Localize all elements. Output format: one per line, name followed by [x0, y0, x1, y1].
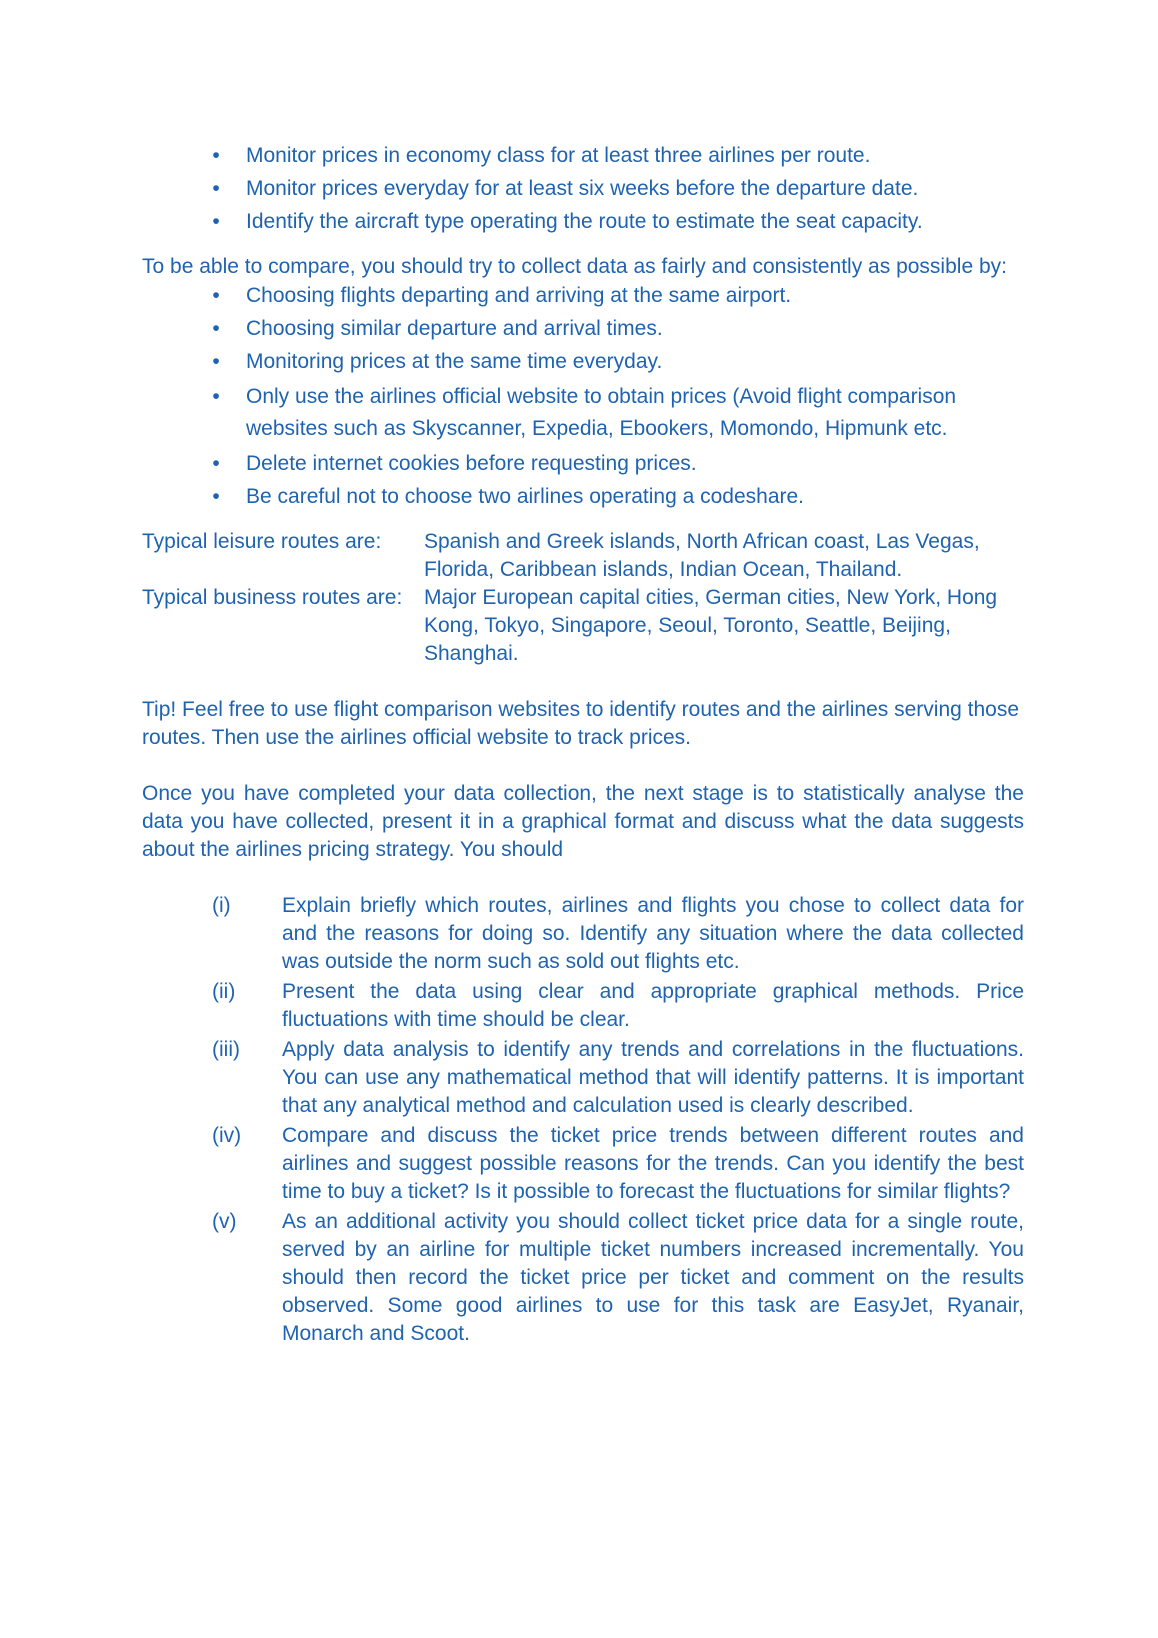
bullet-icon: •: [212, 317, 220, 340]
task-item: [212, 892, 1024, 976]
list-item: [212, 483, 1024, 511]
list-item: [212, 208, 1024, 236]
analysis-intro-paragraph: Once you have completed your data collection, the next stage is to statistically analyse the data you have collected, present it in a graphical format and discuss what the data suggests about the airlines pricing strategy. You should: [142, 782, 1024, 861]
list-item: [212, 381, 1024, 445]
typical-routes-table: [142, 528, 1024, 668]
bullet-icon: •: [212, 210, 220, 233]
list-item: [212, 450, 1024, 478]
task-item: [212, 1036, 1024, 1120]
list-item-text: Be careful not to choose two airlines operating a codeshare.: [246, 485, 805, 508]
business-routes-label: Typical business routes are:: [142, 586, 403, 609]
leisure-routes-label: Typical leisure routes are:: [142, 530, 382, 553]
list-item-text: Monitoring prices at the same time everyday.: [246, 350, 663, 373]
task-number: (i): [212, 894, 231, 917]
leisure-routes-value: Spanish and Greek islands, North African coast, Las Vegas, Florida, Caribbean islands, Indian Ocean, Thailand.: [424, 530, 980, 581]
bullet-icon: •: [212, 177, 220, 200]
task-text: Present the data using clear and appropriate graphical methods. Price fluctuations with time should be clear.: [282, 980, 1024, 1031]
list-item-text: Delete internet cookies before requesting prices.: [246, 452, 697, 475]
list-item: [212, 315, 1024, 343]
monitoring-bullet-list: [142, 142, 1024, 236]
document-content: [142, 142, 1024, 1350]
list-item: [212, 348, 1024, 376]
list-item-text: Monitor prices everyday for at least six weeks before the departure date.: [246, 177, 919, 200]
list-item: [212, 142, 1024, 170]
tip-paragraph: Tip! Feel free to use flight comparison websites to identify routes and the airlines serving those routes. Then use the airlines official website to track prices.: [142, 698, 1020, 749]
task-number: (iv): [212, 1124, 242, 1147]
task-text: Explain briefly which routes, airlines and flights you chose to collect data for and the reasons for doing so. Identify any situation where the data collected was outside the norm such as sold out flights etc.: [282, 894, 1024, 973]
task-number: (iii): [212, 1038, 240, 1061]
comparison-bullet-list: [142, 282, 1024, 511]
list-item-text: Only use the airlines official website to obtain prices (Avoid flight comparison websites such as Skyscanner, Expedia, Ebookers, Momondo, Hipmunk etc.: [246, 385, 957, 440]
task-number: (ii): [212, 980, 236, 1003]
bullet-icon: •: [212, 144, 220, 167]
bullet-icon: •: [212, 284, 220, 307]
task-text: Compare and discuss the ticket price trends between different routes and airlines and suggest possible reasons for the trends. Can you identify the best time to buy a ticket? Is it possible to forecast the fluctuations for similar flights?: [282, 1124, 1024, 1203]
task-text: As an additional activity you should collect ticket price data for a single route, served by an airline for multiple ticket numbers increased incrementally. You should then record the ticket price per ticket and comment on the results observed. Some good airlines to use for this task are EasyJet, Ryanair, Monarch and Scoot.: [282, 1210, 1024, 1345]
compare-intro-paragraph: To be able to compare, you should try to collect data as fairly and consistently as possible by:: [142, 255, 1007, 278]
list-item-text: Monitor prices in economy class for at least three airlines per route.: [246, 144, 871, 167]
task-text: Apply data analysis to identify any trends and correlations in the fluctuations. You can use any mathematical method that will identify patterns. It is important that any analytical method and calculation used is clearly described.: [282, 1038, 1024, 1117]
bullet-icon: •: [212, 485, 220, 508]
tasks-list: [142, 892, 1024, 1348]
business-routes-value: Major European capital cities, German cities, New York, Hong Kong, Tokyo, Singapore, Seoul, Toronto, Seattle, Beijing, Shanghai.: [424, 586, 998, 665]
list-item-text: Choosing flights departing and arriving at the same airport.: [246, 284, 792, 307]
bullet-icon: •: [212, 385, 220, 408]
bullet-icon: •: [212, 452, 220, 475]
list-item: [212, 175, 1024, 203]
task-number: (v): [212, 1210, 237, 1233]
task-item: [212, 978, 1024, 1034]
task-item: [212, 1208, 1024, 1348]
list-item: [212, 282, 1024, 310]
list-item-text: Choosing similar departure and arrival times.: [246, 317, 663, 340]
task-item: [212, 1122, 1024, 1206]
bullet-icon: •: [212, 350, 220, 373]
list-item-text: Identify the aircraft type operating the route to estimate the seat capacity.: [246, 210, 923, 233]
